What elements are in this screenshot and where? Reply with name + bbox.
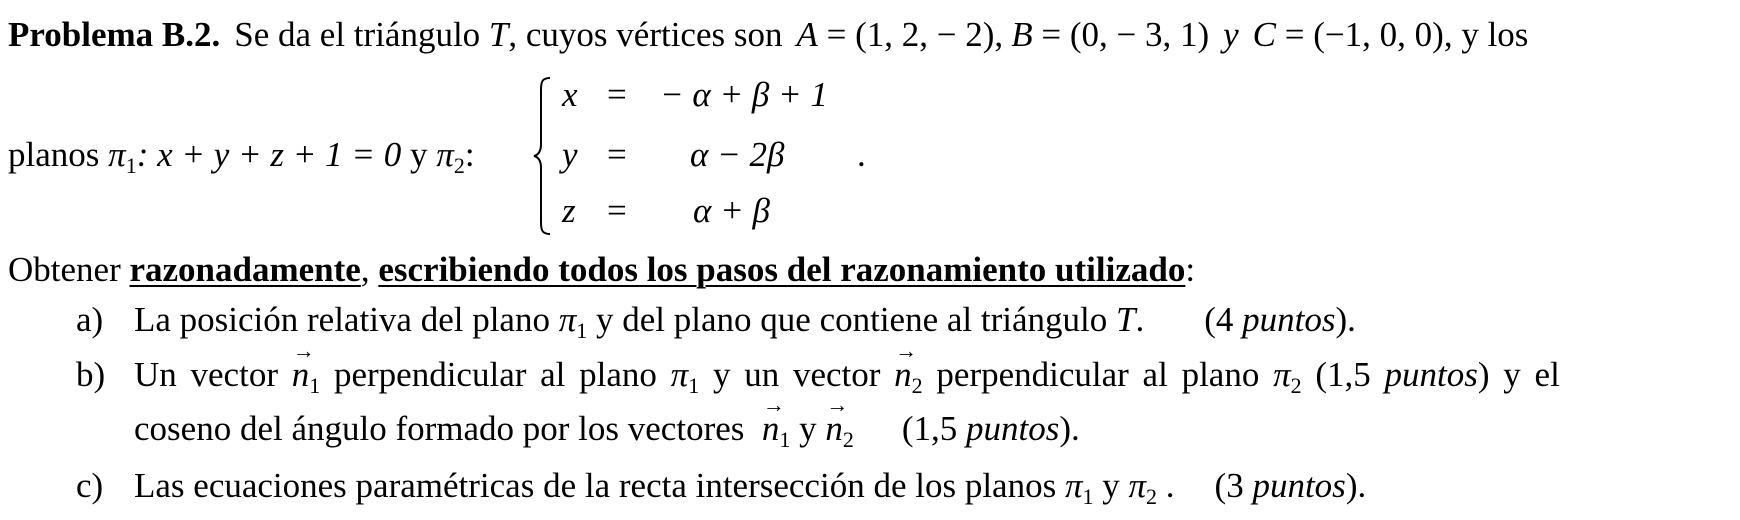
item-b-points-1-word: puntos xyxy=(1384,355,1478,394)
item-a-pi-symbol: π xyxy=(558,300,577,339)
item-b-pi1-subscript: 1 xyxy=(688,373,700,398)
vector-n1-letter: n xyxy=(291,355,310,394)
item-b-pi1-symbol: π xyxy=(670,355,689,394)
item-b-points-2-word: puntos xyxy=(966,409,1060,448)
item-b-text-3: y un vector xyxy=(712,355,881,394)
instructions-emphasis-2: escribiendo todos los pasos del razonamiento utilizado xyxy=(378,250,1186,289)
problem-title: Problema B.2. xyxy=(8,15,221,54)
intro-text: Se da el triángulo xyxy=(234,15,481,54)
planes-y: y xyxy=(410,135,428,174)
item-b-text-2: perpendicular al plano xyxy=(333,355,657,394)
item-c-points-word: puntos xyxy=(1252,466,1346,505)
system-row-1-rhs: − α + β + 1 xyxy=(660,75,828,114)
item-a-points-close: ). xyxy=(1335,300,1356,339)
problem-statement-line-1 xyxy=(8,17,1528,52)
instructions-emphasis-1: razonadamente xyxy=(129,250,361,289)
vertex-C-name: C xyxy=(1252,15,1277,54)
item-b-points-1-close: ) y el xyxy=(1477,355,1560,394)
vertex-C-value: = (−1, 0, 0) xyxy=(1276,15,1444,54)
item-c-dot: . xyxy=(1165,466,1175,505)
system-row-2-rhs: α − 2β xyxy=(690,135,785,174)
item-a-pi-subscript: 1 xyxy=(576,318,588,343)
vector-n1 xyxy=(291,338,321,398)
item-b-label: b) xyxy=(76,355,106,394)
item-c-pi1-symbol: π xyxy=(1064,466,1083,505)
intro-text-2: , cuyos vértices son xyxy=(508,15,783,54)
system-end-dot: . xyxy=(857,135,866,174)
item-a-points-word: puntos xyxy=(1242,300,1336,339)
system-row-3-rhs: α + β xyxy=(693,191,770,230)
vector-n1-second-subscript: 1 xyxy=(779,427,791,452)
system-row-3-var: z xyxy=(562,191,576,230)
item-b-text-1: Un vector xyxy=(134,355,278,394)
item-b-text-line-1 xyxy=(134,338,1560,398)
vector-arrow-icon: → xyxy=(895,338,918,363)
item-a-text-1: La posición relativa del plano xyxy=(134,300,550,339)
system-row-2-eq: = xyxy=(607,135,627,174)
plane-1-equation: : x + y + z + 1 = 0 xyxy=(136,135,402,174)
item-a-text-2: y del plano que contiene al triángulo xyxy=(596,300,1108,339)
item-b-text-4: perpendicular al plano xyxy=(936,355,1260,394)
item-c-pi1-subscript: 1 xyxy=(1082,484,1094,509)
vector-n1-second-letter: n xyxy=(761,409,780,448)
vector-n2-subscript: 2 xyxy=(911,373,923,398)
pi1-symbol: π xyxy=(108,135,126,174)
pi2-colon: : xyxy=(464,135,475,174)
item-b-pi2-symbol: π xyxy=(1273,355,1291,394)
vector-n2-second-letter: n xyxy=(825,409,843,448)
item-a-dot: . xyxy=(1135,300,1145,339)
item-a-text xyxy=(134,302,1356,342)
item-b-points-2-close: ). xyxy=(1059,409,1080,448)
item-c-points-open: (3 xyxy=(1214,466,1244,505)
vector-n2-second xyxy=(825,392,854,452)
item-b-points-1-open: (1,5 xyxy=(1315,355,1371,394)
planes-lead: planos xyxy=(8,135,100,174)
system-row-1-var: x xyxy=(562,75,578,114)
vector-n2-letter: n xyxy=(894,355,912,394)
item-c-pi2-symbol: π xyxy=(1128,466,1147,505)
system-row-3-eq: = xyxy=(607,191,627,230)
vector-arrow-icon: → xyxy=(292,338,315,363)
item-a-label: a) xyxy=(76,300,104,339)
item-c-pi2-subscript: 2 xyxy=(1146,484,1158,509)
item-b-text-line-2 xyxy=(134,392,1080,452)
item-c-label: c) xyxy=(76,466,104,505)
vertex-B-value: = (0, − 3, 1) xyxy=(1032,15,1210,54)
instructions-colon: : xyxy=(1185,250,1196,289)
vector-n1-subscript: 1 xyxy=(309,373,321,398)
instructions-lead: Obtener xyxy=(8,250,121,289)
triangle-symbol: T xyxy=(488,15,509,54)
system-row-2-var: y xyxy=(562,135,578,174)
vector-arrow-icon: → xyxy=(826,392,849,417)
item-b-y: y xyxy=(799,409,817,448)
vector-n1-second xyxy=(761,392,791,452)
item-b-points-2-open: (1,5 xyxy=(901,409,958,448)
vertex-A-name: A xyxy=(796,15,818,54)
item-c-text xyxy=(134,468,1366,508)
vector-n2-second-subscript: 2 xyxy=(842,427,854,452)
item-b-pi2-subscript: 2 xyxy=(1290,373,1302,398)
pi2-subscript: 2 xyxy=(453,153,465,178)
vertex-A-value: = (1, 2, − 2), xyxy=(817,15,1004,54)
instructions-comma: , xyxy=(360,250,370,289)
item-a-points-open: (4 xyxy=(1204,300,1234,339)
system-row-1-eq: = xyxy=(607,75,627,114)
vector-arrow-icon: → xyxy=(762,392,785,417)
vertex-B-name: B xyxy=(1011,15,1033,54)
instructions-line xyxy=(8,252,1195,287)
item-b-line-2-text: coseno del ángulo formado por los vectores xyxy=(134,409,745,448)
item-c-points-close: ). xyxy=(1345,466,1367,505)
vector-n2 xyxy=(894,338,923,398)
pi2-symbol: π xyxy=(436,135,454,174)
item-c-text-1: Las ecuaciones paramétricas de la recta intersección de los planos xyxy=(134,466,1057,505)
pi1-subscript: 1 xyxy=(125,153,137,178)
system-brace xyxy=(532,76,552,236)
intro-tail: , y los xyxy=(1443,15,1529,54)
planes-line xyxy=(8,137,475,177)
item-a-triangle-symbol: T xyxy=(1116,300,1136,339)
conjunction-y: y xyxy=(1223,15,1239,54)
item-c-y: y xyxy=(1102,466,1120,505)
